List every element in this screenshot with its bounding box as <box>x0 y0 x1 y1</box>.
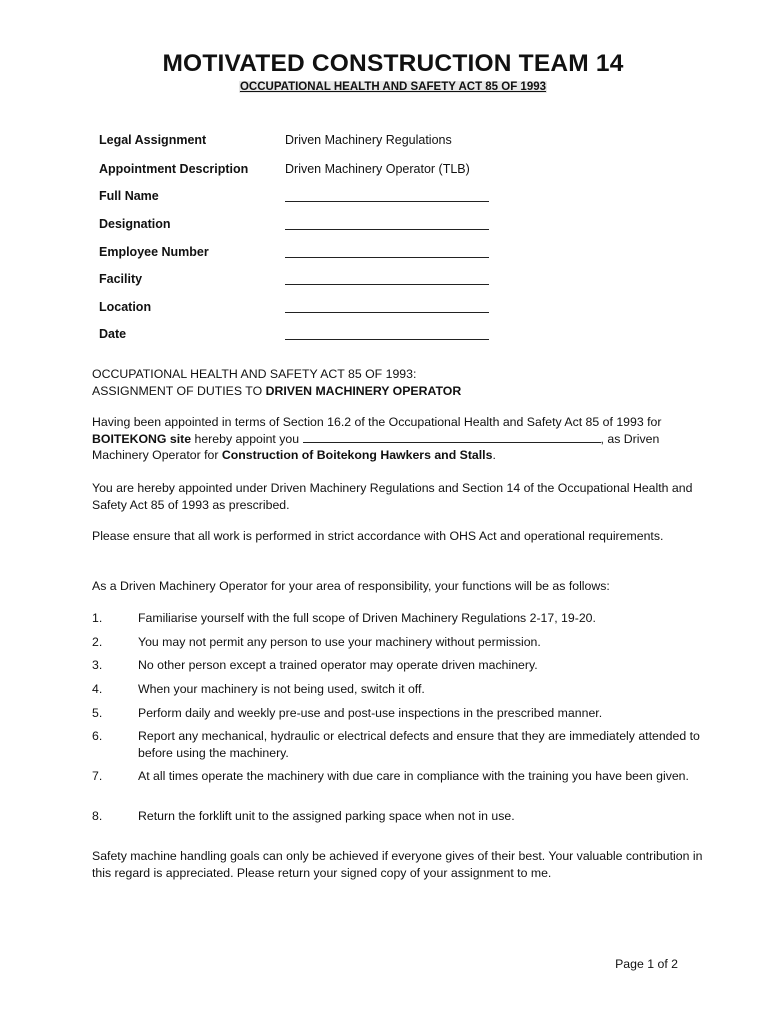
heading-prefix: ASSIGNMENT OF DUTIES TO <box>92 383 266 398</box>
duty-number: 7. <box>92 769 103 783</box>
facility-blank-line[interactable] <box>285 284 489 285</box>
para1-end: . <box>492 448 496 462</box>
duty-number: 3. <box>92 658 103 672</box>
duty-text: Perform daily and weekly pre-use and post-use inspections in the prescribed manner. <box>138 706 603 720</box>
designation-blank-line[interactable] <box>285 229 489 230</box>
field-label: Full Name <box>99 189 159 203</box>
duty-number: 5. <box>92 706 103 720</box>
duty-number: 4. <box>92 682 103 696</box>
closing-text: Safety machine handling goals can only be achieved if everyone gives of their best. Your valuable contribution in this regard is appreciated. Please return your signed copy of your assignment to me. <box>92 849 703 880</box>
field-label: Location <box>99 300 152 314</box>
employee-number-blank-line[interactable] <box>285 257 489 258</box>
site-name: BOITEKONG site <box>92 431 192 446</box>
date-blank-line[interactable] <box>285 339 489 340</box>
field-label: Employee Number <box>99 245 209 259</box>
duty-text: At all times operate the machinery with due care in compliance with the training you have been given. <box>138 769 689 783</box>
project-name: Construction of Boitekong Hawkers and Stalls <box>221 448 493 462</box>
functions-intro <box>92 578 707 595</box>
assignment-heading <box>92 366 707 399</box>
subtitle-text: OCCUPATIONAL HEALTH AND SAFETY ACT 85 OF 1993 <box>239 81 547 93</box>
document-subtitle <box>0 81 768 93</box>
appointment-text <box>92 414 707 464</box>
field-value: Driven Machinery Operator (TLB) <box>285 162 470 176</box>
heading-line-2 <box>92 383 707 400</box>
para1-part2: hereby appoint you <box>191 431 303 446</box>
field-label: Date <box>99 327 127 341</box>
duty-text: Familiarise yourself with the full scope of Driven Machinery Regulations 2-17, 19-20. <box>138 611 596 625</box>
compliance-paragraph <box>92 528 707 545</box>
heading-line-1: OCCUPATIONAL HEALTH AND SAFETY ACT 85 OF 1993: <box>92 367 417 381</box>
duty-number: 1. <box>92 611 103 625</box>
duty-text: Report any mechanical, hydraulic or electrical defects and ensure that they are immediately attended to before using the machinery. <box>138 729 700 760</box>
duty-number: 8. <box>92 809 103 823</box>
field-label: Facility <box>99 272 143 286</box>
heading-role: DRIVEN MACHINERY OPERATOR <box>265 383 462 398</box>
location-blank-line[interactable] <box>285 312 489 313</box>
para1-part3: , as Driven Machinery Operator for <box>92 431 660 462</box>
duty-text: Return the forklift unit to the assigned parking space when not in use. <box>138 809 515 823</box>
functions-intro-text: As a Driven Machinery Operator for your area of responsibility, your functions will be as follows: <box>92 579 610 593</box>
appointee-blank-line[interactable] <box>303 431 601 443</box>
regulation-text: You are hereby appointed under Driven Machinery Regulations and Section 14 of the Occupational Health and Safety Act 85 of 1993 as prescribed. <box>92 481 693 512</box>
compliance-text: Please ensure that all work is performed in strict accordance with OHS Act and operational requirements. <box>92 529 664 543</box>
duty-text: When your machinery is not being used, switch it off. <box>138 682 425 696</box>
duty-text: No other person except a trained operator may operate driven machinery. <box>138 658 538 672</box>
full-name-blank-line[interactable] <box>285 201 489 202</box>
appointment-paragraph <box>92 414 707 464</box>
page-number: Page 1 of 2 <box>615 957 678 971</box>
duty-number: 6. <box>92 729 103 743</box>
regulation-paragraph <box>92 480 707 513</box>
document-title: MOTIVATED CONSTRUCTION TEAM 14 <box>162 50 624 77</box>
field-label: Designation <box>99 217 171 231</box>
field-label: Appointment Description <box>99 162 249 176</box>
field-value: Driven Machinery Regulations <box>285 133 452 147</box>
duty-text: You may not permit any person to use your machinery without permission. <box>138 635 541 649</box>
duty-number: 2. <box>92 635 103 649</box>
closing-paragraph <box>92 848 707 881</box>
field-label: Legal Assignment <box>99 133 207 147</box>
para1-part1: Having been appointed in terms of Section 16.2 of the Occupational Health and Safety Act 85 of 1993 for <box>92 415 662 429</box>
